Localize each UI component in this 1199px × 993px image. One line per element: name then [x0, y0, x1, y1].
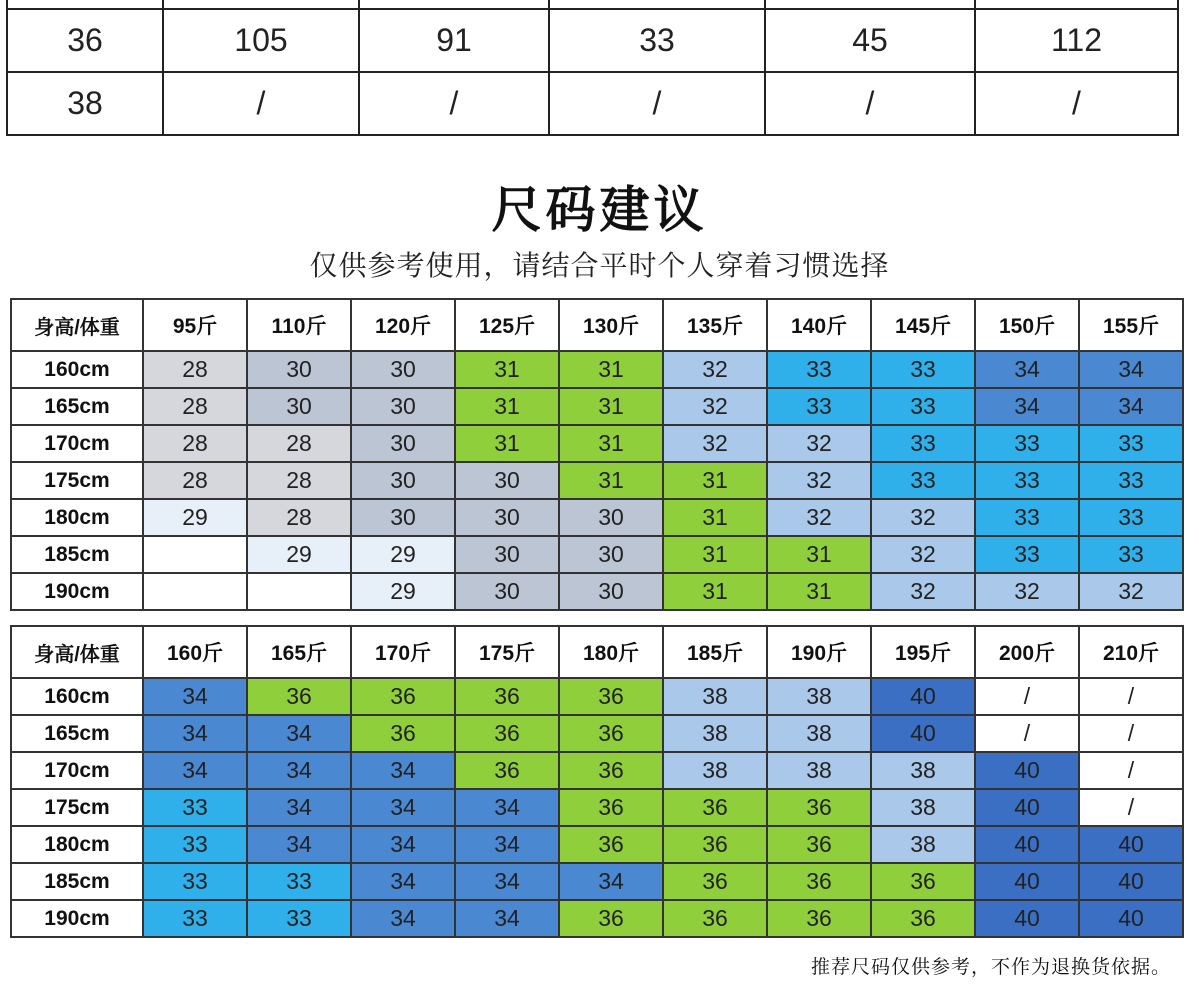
size-cell: 33 — [975, 462, 1079, 499]
size-cell: 36 — [559, 715, 663, 752]
height-label: 185cm — [11, 863, 143, 900]
height-label: 175cm — [11, 462, 143, 499]
size-cell: 36 — [559, 752, 663, 789]
size-cell: 34 — [143, 752, 247, 789]
size-cell: 32 — [1079, 573, 1183, 610]
table-row — [7, 9, 1178, 72]
weight-header: 110斤 — [247, 299, 351, 351]
size-cell: 32 — [871, 536, 975, 573]
table-row — [11, 752, 1183, 789]
size-cell: 31 — [559, 425, 663, 462]
size-cell — [247, 573, 351, 610]
size-cell: 29 — [351, 536, 455, 573]
size-cell: 40 — [975, 826, 1079, 863]
table-header-row — [11, 299, 1183, 351]
size-cell: 36 — [871, 900, 975, 937]
size-cell: 30 — [559, 536, 663, 573]
weight-header: 190斤 — [767, 626, 871, 678]
table-cell: 91 — [359, 9, 549, 72]
size-cell: 34 — [559, 863, 663, 900]
height-label: 180cm — [11, 499, 143, 536]
height-label: 170cm — [11, 752, 143, 789]
size-cell: 33 — [247, 900, 351, 937]
size-cell: 31 — [663, 462, 767, 499]
size-cell: 36 — [559, 826, 663, 863]
size-cell — [143, 573, 247, 610]
size-cell: 32 — [663, 388, 767, 425]
page-subtitle: 仅供参考使用，请结合平时个人穿着习惯选择 — [309, 249, 890, 282]
height-label: 160cm — [11, 678, 143, 715]
size-cell: 34 — [351, 826, 455, 863]
size-cell: / — [1079, 678, 1183, 715]
size-cell: 34 — [455, 900, 559, 937]
size-cell: 31 — [455, 425, 559, 462]
table-cell — [7, 0, 163, 9]
size-cell: 36 — [455, 678, 559, 715]
size-cell: 30 — [455, 536, 559, 573]
size-cell: 34 — [351, 900, 455, 937]
size-cell — [143, 536, 247, 573]
table-row — [11, 789, 1183, 826]
size-cell: 34 — [351, 789, 455, 826]
size-cell: 28 — [143, 425, 247, 462]
height-label: 190cm — [11, 900, 143, 937]
size-cell: 40 — [975, 863, 1079, 900]
weight-header: 130斤 — [559, 299, 663, 351]
weight-header: 170斤 — [351, 626, 455, 678]
size-cell: 30 — [351, 388, 455, 425]
size-cell: 30 — [247, 351, 351, 388]
size-cell: 29 — [351, 573, 455, 610]
size-cell: 36 — [663, 826, 767, 863]
size-cell: 34 — [1079, 388, 1183, 425]
size-cell: 38 — [871, 752, 975, 789]
weight-header: 160斤 — [143, 626, 247, 678]
table-header-row — [11, 626, 1183, 678]
table-row — [7, 72, 1178, 135]
size-cell: 31 — [663, 573, 767, 610]
size-cell: 33 — [1079, 499, 1183, 536]
table-row — [11, 351, 1183, 388]
size-cell: 34 — [143, 678, 247, 715]
table-row-stub — [7, 0, 1178, 9]
size-chart-heavy-weights — [10, 625, 1184, 938]
size-cell: 36 — [871, 863, 975, 900]
size-cell: 36 — [663, 789, 767, 826]
table-row — [11, 388, 1183, 425]
size-cell: 33 — [1079, 425, 1183, 462]
size-cell: 32 — [871, 499, 975, 536]
size-cell: 34 — [455, 826, 559, 863]
weight-header: 125斤 — [455, 299, 559, 351]
size-cell: 33 — [1079, 536, 1183, 573]
size-cell: 36 — [559, 789, 663, 826]
size-cell: 34 — [351, 752, 455, 789]
table-cell — [163, 0, 359, 9]
table-row — [11, 900, 1183, 937]
height-label: 165cm — [11, 388, 143, 425]
size-cell: 36 — [767, 789, 871, 826]
corner-header: 身高/体重 — [11, 299, 143, 351]
table-row — [11, 425, 1183, 462]
table-row — [11, 863, 1183, 900]
size-cell: 34 — [247, 789, 351, 826]
top-measurement-table — [6, 0, 1179, 136]
size-cell: 40 — [975, 752, 1079, 789]
table-cell — [359, 0, 549, 9]
table-cell: / — [163, 72, 359, 135]
size-cell: 32 — [767, 462, 871, 499]
size-cell: 33 — [975, 499, 1079, 536]
size-cell: 34 — [975, 388, 1079, 425]
weight-header: 145斤 — [871, 299, 975, 351]
size-cell: 38 — [663, 752, 767, 789]
table-row — [11, 536, 1183, 573]
size-cell: / — [975, 678, 1079, 715]
table-cell: 36 — [7, 9, 163, 72]
size-cell: 36 — [559, 678, 663, 715]
height-label: 185cm — [11, 536, 143, 573]
size-cell: 34 — [143, 715, 247, 752]
height-label: 165cm — [11, 715, 143, 752]
size-cell: 36 — [767, 863, 871, 900]
page-title: 尺码建议 — [491, 181, 708, 239]
size-cell: 40 — [871, 715, 975, 752]
size-cell: 33 — [871, 425, 975, 462]
size-cell: 33 — [1079, 462, 1183, 499]
size-cell: 36 — [455, 752, 559, 789]
size-cell: 31 — [559, 388, 663, 425]
size-cell: 38 — [767, 752, 871, 789]
weight-header: 165斤 — [247, 626, 351, 678]
table-cell: / — [765, 72, 975, 135]
size-cell: 36 — [351, 678, 455, 715]
size-cell: / — [1079, 715, 1183, 752]
size-cell: 32 — [767, 499, 871, 536]
table-cell: / — [549, 72, 765, 135]
size-cell: 40 — [1079, 826, 1183, 863]
size-cell: 40 — [975, 900, 1079, 937]
size-cell: 36 — [351, 715, 455, 752]
table-cell: 33 — [549, 9, 765, 72]
size-cell: 31 — [455, 351, 559, 388]
size-cell: 34 — [351, 863, 455, 900]
size-cell: 30 — [455, 573, 559, 610]
weight-header: 195斤 — [871, 626, 975, 678]
table-cell: / — [359, 72, 549, 135]
size-chart-light-weights — [10, 298, 1184, 611]
size-cell: 32 — [663, 425, 767, 462]
size-cell: 32 — [663, 351, 767, 388]
table-cell — [975, 0, 1178, 9]
size-cell: 30 — [247, 388, 351, 425]
table-row — [11, 499, 1183, 536]
size-cell: 33 — [143, 789, 247, 826]
table-cell: 112 — [975, 9, 1178, 72]
table-cell — [765, 0, 975, 9]
weight-header: 185斤 — [663, 626, 767, 678]
size-cell: 28 — [143, 351, 247, 388]
size-cell: 33 — [247, 863, 351, 900]
table-row — [11, 462, 1183, 499]
size-cell: 28 — [143, 388, 247, 425]
size-cell: 30 — [559, 573, 663, 610]
weight-header: 180斤 — [559, 626, 663, 678]
size-cell: 30 — [559, 499, 663, 536]
size-cell: 38 — [663, 678, 767, 715]
size-cell: 40 — [1079, 863, 1183, 900]
table-cell: 38 — [7, 72, 163, 135]
corner-header: 身高/体重 — [11, 626, 143, 678]
weight-header: 175斤 — [455, 626, 559, 678]
size-cell: 31 — [767, 573, 871, 610]
table-cell: / — [975, 72, 1178, 135]
size-cell: 34 — [975, 351, 1079, 388]
size-cell: 29 — [247, 536, 351, 573]
size-cell: 30 — [455, 499, 559, 536]
size-cell: 36 — [663, 863, 767, 900]
table-cell: 105 — [163, 9, 359, 72]
size-cell: 28 — [247, 462, 351, 499]
footnote: 推荐尺码仅供参考，不作为退换货依据。 — [810, 956, 1171, 978]
size-cell: 38 — [663, 715, 767, 752]
size-cell: 31 — [559, 462, 663, 499]
size-cell: 33 — [143, 826, 247, 863]
size-cell: 38 — [871, 826, 975, 863]
table-row — [11, 715, 1183, 752]
table-row — [11, 573, 1183, 610]
size-cell: 32 — [767, 425, 871, 462]
weight-header: 150斤 — [975, 299, 1079, 351]
size-cell: 32 — [975, 573, 1079, 610]
size-cell: 36 — [247, 678, 351, 715]
size-cell: 29 — [143, 499, 247, 536]
weight-header: 210斤 — [1079, 626, 1183, 678]
size-cell: 31 — [767, 536, 871, 573]
size-cell: 34 — [247, 715, 351, 752]
size-cell: 40 — [871, 678, 975, 715]
height-label: 170cm — [11, 425, 143, 462]
height-label: 180cm — [11, 826, 143, 863]
size-cell: 36 — [559, 900, 663, 937]
table-row — [11, 826, 1183, 863]
size-cell: 33 — [871, 388, 975, 425]
size-cell: 33 — [975, 536, 1079, 573]
size-cell: 36 — [767, 900, 871, 937]
size-cell: 33 — [871, 351, 975, 388]
size-cell: 33 — [143, 900, 247, 937]
size-cell: 31 — [663, 499, 767, 536]
size-cell: 34 — [1079, 351, 1183, 388]
weight-header: 135斤 — [663, 299, 767, 351]
height-label: 175cm — [11, 789, 143, 826]
size-cell: 33 — [767, 351, 871, 388]
size-cell: 34 — [247, 826, 351, 863]
size-cell: 33 — [143, 863, 247, 900]
height-label: 160cm — [11, 351, 143, 388]
table-cell: 45 — [765, 9, 975, 72]
size-cell: 34 — [455, 863, 559, 900]
size-cell: 38 — [767, 715, 871, 752]
weight-header: 95斤 — [143, 299, 247, 351]
size-cell: 33 — [871, 462, 975, 499]
weight-header: 155斤 — [1079, 299, 1183, 351]
size-cell: / — [975, 715, 1079, 752]
size-cell: 30 — [455, 462, 559, 499]
size-cell: 30 — [351, 351, 455, 388]
size-cell: 34 — [455, 789, 559, 826]
size-cell: 30 — [351, 462, 455, 499]
table-row — [11, 678, 1183, 715]
size-cell: 38 — [871, 789, 975, 826]
size-cell: 38 — [767, 678, 871, 715]
weight-header: 140斤 — [767, 299, 871, 351]
size-cell: 30 — [351, 425, 455, 462]
size-cell: 31 — [663, 536, 767, 573]
size-cell: 36 — [767, 826, 871, 863]
size-cell: / — [1079, 789, 1183, 826]
size-cell: 28 — [247, 425, 351, 462]
table-cell — [549, 0, 765, 9]
size-cell: 36 — [663, 900, 767, 937]
size-cell: 40 — [1079, 900, 1183, 937]
size-cell: 40 — [975, 789, 1079, 826]
size-cell: 34 — [247, 752, 351, 789]
size-cell: 33 — [767, 388, 871, 425]
size-cell: 28 — [143, 462, 247, 499]
size-cell: 32 — [871, 573, 975, 610]
size-cell: 33 — [975, 425, 1079, 462]
height-label: 190cm — [11, 573, 143, 610]
size-cell: 30 — [351, 499, 455, 536]
size-cell: 36 — [455, 715, 559, 752]
weight-header: 120斤 — [351, 299, 455, 351]
size-cell: 31 — [455, 388, 559, 425]
size-cell: 28 — [247, 499, 351, 536]
weight-header: 200斤 — [975, 626, 1079, 678]
size-cell: 31 — [559, 351, 663, 388]
size-cell: / — [1079, 752, 1183, 789]
